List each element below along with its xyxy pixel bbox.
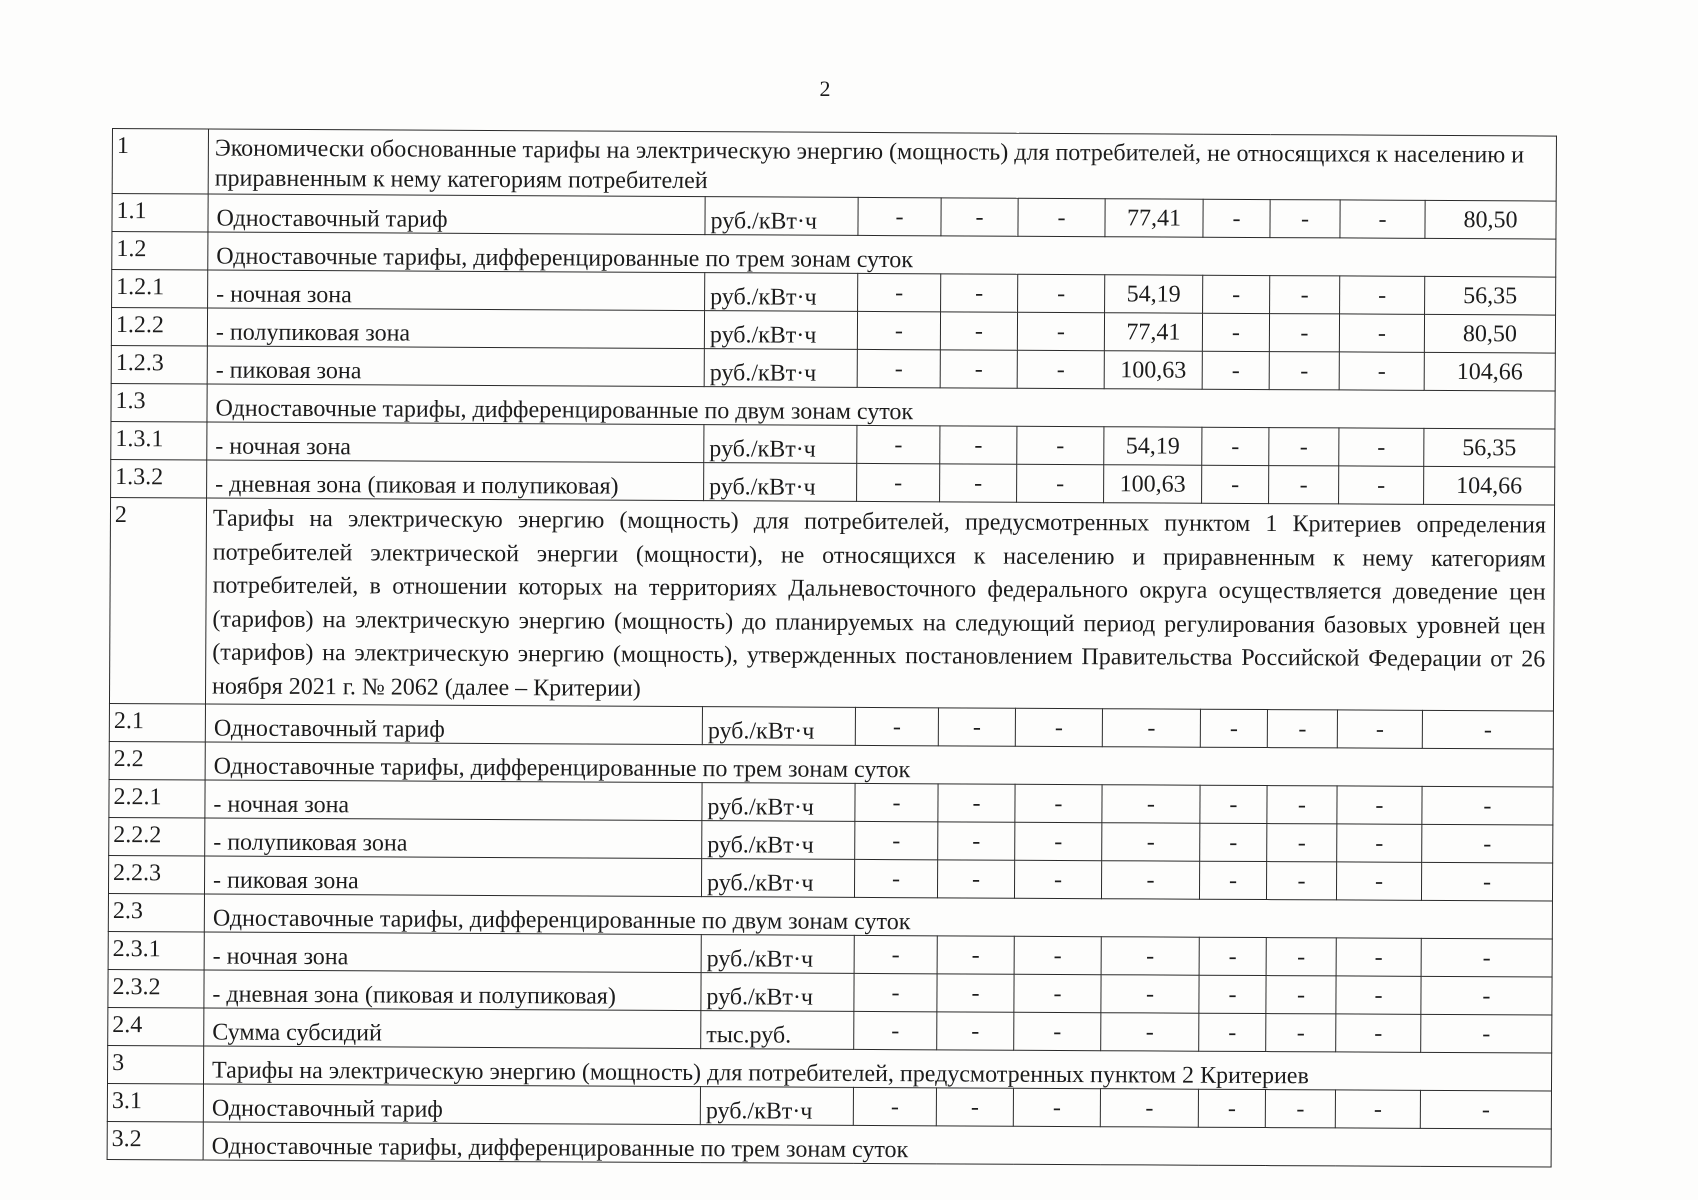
value-cell: - — [854, 973, 937, 1011]
value-cell: - — [1269, 352, 1339, 390]
value-cell: - — [857, 311, 940, 349]
section-paragraph: Тарифы на электрическую энергию (мощность) для потребителей, предусмотренных пунктом 1 Критериев определения потребителей электрической энергии (мощности), не относящихся к населению и приравненным к нему категориям потребителей, в отношении которых на территориях Дальневосточного федерального округа осуществляется доведение цен (тарифов) на электрическую энергию (мощность) до планируемых на следующий период регулирования базовых уровней цен (тарифов) на электрическую энергию (мощность), утвержденных постановлением Правительства Российской Федерации от 26 ноября 2021 г. № 2062 (далее – Критерии) — [205, 498, 1554, 711]
value-cell: - — [937, 1012, 1014, 1050]
value-cell: - — [1199, 937, 1266, 975]
table-row — [112, 129, 1556, 202]
row-name: - ночная зона — [208, 270, 705, 311]
value-cell: - — [1337, 786, 1422, 824]
value-cell: - — [1420, 1090, 1551, 1129]
row-name: - пиковая зона — [204, 856, 701, 897]
value-cell: - — [1269, 428, 1339, 466]
row-name: Одноставочный тариф — [205, 704, 702, 745]
value-cell: - — [1337, 710, 1422, 748]
value-cell: - — [1101, 975, 1199, 1014]
row-number: 2.2.2 — [109, 817, 205, 856]
value-cell: - — [938, 708, 1015, 746]
value-cell: - — [858, 273, 941, 311]
value-cell: - — [940, 464, 1017, 502]
value-cell: - — [940, 312, 1017, 350]
row-number: 2.4 — [108, 1007, 204, 1046]
value-cell: - — [1339, 314, 1424, 352]
row-number: 1.2.1 — [112, 270, 208, 309]
row-number: 2 — [109, 497, 206, 703]
value-cell: 54,19 — [1105, 275, 1203, 314]
value-cell: - — [1102, 785, 1200, 824]
row-name: - дневная зона (пиковая и полупиковая) — [204, 970, 701, 1011]
value-cell: - — [1267, 824, 1337, 862]
value-cell: - — [1199, 861, 1266, 899]
value-cell: - — [1421, 938, 1552, 977]
row-unit: руб./кВт·ч — [701, 973, 854, 1012]
value-cell: - — [1101, 861, 1199, 900]
value-cell: - — [1335, 1090, 1420, 1128]
value-cell: - — [940, 426, 1017, 464]
row-number: 3.2 — [107, 1121, 203, 1160]
value-cell: - — [1014, 1012, 1101, 1050]
row-unit: тыс.руб. — [701, 1011, 854, 1050]
value-cell: - — [941, 274, 1018, 312]
value-cell: - — [1269, 466, 1339, 504]
subsection-title: Одноставочные тарифы, дифференцированные по двум зонам суток — [207, 384, 1555, 429]
value-cell: - — [858, 197, 941, 235]
row-unit: руб./кВт·ч — [704, 311, 857, 350]
row-number: 1.3.1 — [111, 421, 207, 460]
row-name: - дневная зона (пиковая и полупиковая) — [207, 460, 704, 501]
row-unit: руб./кВт·ч — [704, 463, 857, 502]
value-cell: - — [1421, 1014, 1552, 1053]
value-cell: - — [937, 936, 1014, 974]
tariff-table-body — [107, 129, 1556, 1168]
value-cell: - — [857, 463, 940, 501]
value-cell: - — [936, 1088, 1013, 1126]
value-cell: - — [1015, 708, 1102, 746]
value-cell: - — [857, 425, 940, 463]
value-cell: - — [941, 198, 1018, 236]
row-name: - полупиковая зона — [207, 308, 704, 349]
value-cell: - — [1199, 975, 1266, 1013]
value-cell: - — [1015, 784, 1102, 822]
value-cell: - — [1336, 862, 1421, 900]
value-cell: - — [854, 935, 937, 973]
subsection-title: Одноставочные тарифы, дифференцированные по трем зонам суток — [203, 1122, 1551, 1167]
value-cell: - — [1421, 862, 1552, 901]
row-name: Одноставочный тариф — [208, 194, 705, 235]
value-cell: - — [1337, 824, 1422, 862]
value-cell: - — [1017, 312, 1104, 350]
value-cell: - — [1422, 710, 1553, 749]
value-cell: - — [1017, 426, 1104, 464]
value-cell: - — [1422, 824, 1553, 863]
value-cell: - — [1340, 200, 1425, 238]
value-cell: 100,63 — [1104, 351, 1202, 390]
row-name: - ночная зона — [205, 780, 702, 821]
value-cell: - — [938, 784, 1015, 822]
value-cell: - — [1017, 350, 1104, 388]
section-title: Экономически обоснованные тарифы на электрическую энергию (мощность) для потребителей, не относящихся к населению и приравненным к нему категориям потребителей — [208, 129, 1556, 201]
row-number: 2.3.1 — [108, 931, 204, 970]
value-cell: - — [854, 1011, 937, 1049]
value-cell: 80,50 — [1424, 314, 1555, 353]
value-cell: - — [1018, 198, 1105, 236]
value-cell: - — [1203, 275, 1270, 313]
value-cell: - — [1422, 786, 1553, 825]
value-cell: 54,19 — [1104, 427, 1202, 466]
value-cell: - — [1013, 1088, 1100, 1126]
value-cell: - — [1200, 785, 1267, 823]
row-name: - ночная зона — [204, 932, 701, 973]
row-number: 1.2.3 — [111, 345, 207, 384]
value-cell: - — [937, 860, 1014, 898]
value-cell: - — [1267, 710, 1337, 748]
row-number: 1.2 — [112, 232, 208, 271]
subsection-title: Одноставочные тарифы, дифференцированные по двум зонам суток — [204, 894, 1552, 939]
value-cell: - — [1336, 976, 1421, 1014]
value-cell: - — [1339, 466, 1424, 504]
row-name: - полупиковая зона — [205, 818, 702, 859]
value-cell: - — [1267, 786, 1337, 824]
value-cell: 80,50 — [1425, 200, 1556, 239]
row-unit: руб./кВт·ч — [701, 935, 854, 974]
row-number: 1.3.2 — [111, 459, 207, 498]
row-unit: руб./кВт·ч — [701, 859, 854, 898]
value-cell: 77,41 — [1105, 199, 1203, 238]
value-cell: - — [1202, 465, 1269, 503]
row-number: 1.3 — [111, 383, 207, 422]
value-cell: - — [1266, 1014, 1336, 1052]
page-number: 2 — [819, 76, 831, 101]
value-cell: - — [855, 821, 938, 859]
value-cell: - — [1202, 313, 1269, 351]
value-cell: - — [937, 974, 1014, 1012]
value-cell: - — [855, 707, 938, 745]
row-number: 1.1 — [112, 194, 208, 233]
value-cell: - — [1202, 351, 1269, 389]
subsection-title: Одноставочные тарифы, дифференцированные по трем зонам суток — [205, 742, 1553, 787]
subsection-title: Тарифы на электрическую энергию (мощность) для потребителей, предусмотренных пунктом 2 Критериев — [203, 1046, 1551, 1091]
row-name: - ночная зона — [207, 422, 704, 463]
value-cell: - — [1101, 937, 1199, 976]
value-cell: - — [1014, 974, 1101, 1012]
row-number: 2.3 — [108, 893, 204, 932]
value-cell: - — [1199, 1013, 1266, 1051]
value-cell: - — [1198, 1089, 1265, 1127]
value-cell: - — [1203, 199, 1270, 237]
value-cell: - — [1266, 938, 1336, 976]
value-cell: - — [1270, 200, 1340, 238]
row-name: Сумма субсидий — [204, 1008, 701, 1049]
row-unit: руб./кВт·ч — [704, 425, 857, 464]
value-cell: - — [940, 350, 1017, 388]
value-cell: 104,66 — [1424, 466, 1555, 505]
value-cell: - — [1340, 276, 1425, 314]
value-cell: - — [1017, 464, 1104, 502]
row-number: 3 — [107, 1045, 203, 1084]
value-cell: - — [857, 349, 940, 387]
value-cell: - — [938, 822, 1015, 860]
row-number: 1.2.2 — [111, 308, 207, 347]
value-cell: - — [1014, 860, 1101, 898]
value-cell: 56,35 — [1425, 276, 1556, 315]
value-cell: - — [1336, 938, 1421, 976]
value-cell: - — [1100, 1089, 1198, 1128]
value-cell: - — [1200, 823, 1267, 861]
row-name: - пиковая зона — [207, 346, 704, 387]
row-name: Одноставочный тариф — [203, 1084, 700, 1125]
row-unit: руб./кВт·ч — [705, 273, 858, 312]
row-unit: руб./кВт·ч — [700, 1087, 853, 1126]
value-cell: - — [1339, 428, 1424, 466]
row-unit: руб./кВт·ч — [702, 821, 855, 860]
value-cell: - — [855, 783, 938, 821]
value-cell: - — [1018, 274, 1105, 312]
table-row — [107, 1121, 1551, 1167]
row-unit: руб./кВт·ч — [702, 783, 855, 822]
value-cell: 100,63 — [1104, 465, 1202, 504]
table-row — [109, 497, 1554, 711]
row-number: 2.2.3 — [108, 855, 204, 894]
value-cell: - — [1339, 352, 1424, 390]
value-cell: - — [1202, 427, 1269, 465]
row-unit: руб./кВт·ч — [705, 197, 858, 236]
row-number: 2.1 — [109, 703, 205, 742]
value-cell: - — [1015, 822, 1102, 860]
value-cell: 77,41 — [1104, 313, 1202, 352]
subsection-title: Одноставочные тарифы, дифференцированные по трем зонам суток — [208, 232, 1556, 277]
value-cell: - — [1266, 862, 1336, 900]
row-number: 3.1 — [107, 1083, 203, 1122]
tariff-table-wrapper — [107, 128, 1556, 1168]
value-cell: 56,35 — [1424, 428, 1555, 467]
value-cell: - — [1265, 1090, 1335, 1128]
row-number: 2.3.2 — [108, 969, 204, 1008]
row-unit: руб./кВт·ч — [702, 707, 855, 746]
value-cell: - — [1421, 976, 1552, 1015]
value-cell: - — [1266, 976, 1336, 1014]
value-cell: - — [1102, 709, 1200, 748]
value-cell: 104,66 — [1424, 352, 1555, 391]
value-cell: - — [853, 1087, 936, 1125]
value-cell: - — [1101, 1013, 1199, 1052]
value-cell: - — [1269, 314, 1339, 352]
row-number: 2.2.1 — [109, 779, 205, 818]
row-unit: руб./кВт·ч — [704, 349, 857, 388]
value-cell: - — [1336, 1014, 1421, 1052]
value-cell: - — [1014, 936, 1101, 974]
value-cell: - — [1270, 276, 1340, 314]
value-cell: - — [1102, 823, 1200, 862]
row-number: 1 — [112, 129, 208, 195]
row-number: 2.2 — [109, 741, 205, 780]
value-cell: - — [1200, 709, 1267, 747]
value-cell: - — [854, 859, 937, 897]
tariff-table — [107, 128, 1557, 1168]
